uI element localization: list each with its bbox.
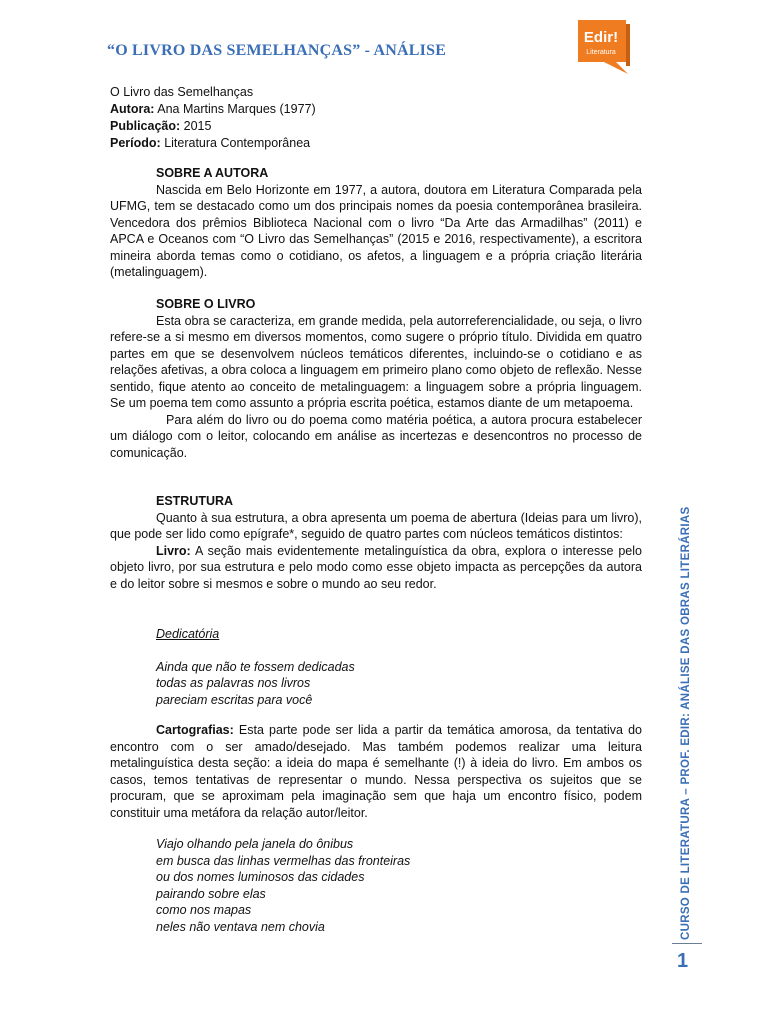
poem-line: Ainda que não te fossem dedicadas bbox=[156, 659, 355, 674]
document-title: “O LIVRO DAS SEMELHANÇAS” - ANÁLISE bbox=[107, 42, 447, 59]
section-about-author bbox=[110, 165, 642, 281]
paragraph-livro: Livro: A seção mais evidentemente metalinguística da obra, explora o interesse pelo objeto livro, por sua estrutura e pelo modo como esse objeto impacta as percepções da autora e do leitor sobre si mesmos e sobre o mundo ao seu redor. bbox=[110, 543, 642, 591]
author-line: Autora: Ana Martins Marques (1977) bbox=[110, 102, 316, 116]
poem-line: ou dos nomes luminosos das cidades bbox=[156, 870, 365, 884]
section-structure bbox=[110, 493, 642, 592]
poem-title: Dedicatória bbox=[156, 627, 220, 641]
paragraph: Cartografias: Esta parte pode ser lida a partir da temática amorosa, da tentativa do encontro com o ser amado/desejado. Mas também podemos realizar uma leitura metalinguística desta seção: a ideia do mapa é semelhante (!) à ideia do livro. Em ambos os casos, temos tentativas de representar o mundo. Nessa perspectiva os sujeitos que se procuram, que se aproximam pela imaginação sem que haja um encontro físico, podem constituir uma metáfora da relação autor/leitor. bbox=[110, 723, 642, 820]
section-heading: SOBRE O LIVRO bbox=[156, 297, 256, 311]
book-name: O Livro das Semelhanças bbox=[110, 85, 254, 99]
paragraph: Quanto à sua estrutura, a obra apresenta um poema de abertura (Ideias para um livro), que pode ser lido como epígrafe*, seguido de quatro partes com núcleos temáticos distintos: bbox=[110, 510, 642, 541]
paragraph: Nascida em Belo Horizonte em 1977, a autora, doutora em Literatura Comparada pela UFMG, tem se destacado como um dos principais nomes da poesia contemporânea brasileira. Vencedora dos prêmios Biblioteca Nacional com o livro “Da Arte das Armadilhas” (2011) e APCA e Oceanos com “O Livro das Semelhanças” (2015 e 2016, respectivamente), a escritora mineira aborda temas como o cotidiano, os afetos, a linguagem e a própria criação literária (metalinguagem). bbox=[110, 182, 642, 279]
paragraph: Para além do livro ou do poema como matéria poética, a autora procura estabelecer um diálogo com o leitor, colocando em análise as incertezas e desencontros no processo de comunicação. bbox=[110, 412, 642, 460]
section-cartografias bbox=[110, 722, 642, 821]
paragraph: Esta obra se caracteriza, em grande medida, pela autorreferencialidade, ou seja, o livro refere-se a si mesmo em diversos momentos, como sugere o próprio título. Dividida em quatro partes em que se desenvolvem núcleos temáticos diferentes, incluindo-se o cotidiano e as relações afetivas, a obra coloca a linguagem em primeiro plano como objeto de reflexão. Nesse sentido, fique atento ao conceito de metalinguagem: a linguagem sobre a própria linguagem. Se um poema tem como assunto a própria escrita poética, estamos diante de um metapoema. bbox=[110, 313, 642, 410]
poem-dedicatoria bbox=[110, 626, 642, 708]
poem-line: Viajo olhando pela janela do ônibus bbox=[156, 837, 354, 851]
book-metadata bbox=[110, 84, 316, 152]
logo-subtext: Literatura bbox=[586, 49, 616, 56]
edir-logo bbox=[576, 18, 628, 72]
footer-divider bbox=[672, 943, 702, 944]
side-course-label: CURSO DE LITERATURA – PROF. EDIR: ANÁLISE DAS OBRAS LITERÁRIAS bbox=[680, 506, 692, 940]
poem-line: neles não ventava nem chovia bbox=[156, 919, 325, 934]
page-number: 1 bbox=[677, 950, 689, 972]
poem-line: como nos mapas bbox=[156, 903, 252, 917]
poem-line: pairando sobre elas bbox=[156, 886, 266, 901]
poem-cartografias bbox=[110, 836, 642, 935]
section-about-book bbox=[110, 296, 642, 461]
section-heading: ESTRUTURA bbox=[156, 494, 234, 508]
publication-line: Publicação: 2015 bbox=[110, 119, 212, 133]
poem-line: pareciam escritas para você bbox=[156, 692, 313, 707]
logo-text: Edir! bbox=[583, 29, 619, 46]
section-heading: SOBRE A AUTORA bbox=[156, 166, 269, 180]
poem-line: todas as palavras nos livros bbox=[156, 676, 311, 690]
poem-line: em busca das linhas vermelhas das fronteiras bbox=[156, 853, 411, 868]
period-line: Período: Literatura Contemporânea bbox=[110, 136, 311, 150]
